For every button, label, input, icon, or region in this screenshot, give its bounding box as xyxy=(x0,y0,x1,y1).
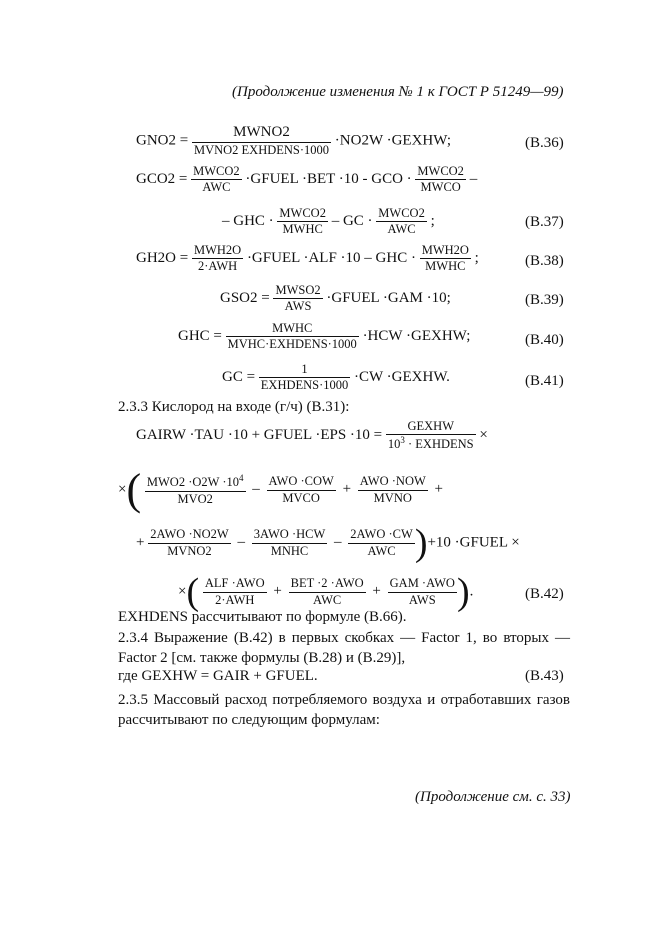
paragraph-gexhw: где GEXHW = GAIR + GFUEL. xyxy=(118,668,318,684)
equation-b40: GHC = $\frac{\text{MWHC}}{\text{MVHC·EXHDENS·1000}}$ ·HCW ·GEXHW; xyxy=(178,321,471,352)
right-parenthesis: ) xyxy=(414,522,428,564)
equation-b38: GH2O = $\frac{\text{MWH2O}}{\text{2·AWH}}$ ·GFUEL ·ALF ·10 – GHC · $\frac{\text{MWH2O}}{\text{MWHC}}$ ; xyxy=(136,243,479,274)
fraction: $\frac{\text{MWNO2}}{\text{MVNO2 EXHDENS·1000}}$ xyxy=(193,124,330,157)
equation-number: (В.40) xyxy=(525,332,564,348)
left-parenthesis: ( xyxy=(126,465,142,514)
equation-number: (В.38) xyxy=(525,253,564,269)
fraction: $\frac{MWO2 \cdot O2W \cdot 10^4}{\text{MVO2}}$ xyxy=(146,473,244,506)
section-2-3-3: 2.3.3 Кислород на входе (г/ч) (В.31): xyxy=(118,399,350,415)
equation-number: (В.39) xyxy=(525,292,564,308)
fraction: $\frac{\text{MWCO2}}{\text{MWHC}}$ xyxy=(279,206,326,237)
equation-number: (В.36) xyxy=(525,135,564,151)
paragraph-2-3-4: 2.3.4 Выражение (В.42) в первых скобках — Factor 1, во вторых — Factor 2 [см. также формулы (В.28) и (В.29)], xyxy=(118,630,570,666)
paragraph-exhdens: EXHDENS рассчитывают по формуле (В.66). xyxy=(118,609,407,625)
fraction: $\frac{\text{GEXHW}}{10^3 \cdot EXHDENS}$ xyxy=(387,419,474,452)
fraction: $\frac{\text{MWSO2}}{\text{AWS}}$ xyxy=(275,283,321,314)
fraction: $\frac{\text{ALF ·AWO}}{\text{2·AWH}}$ xyxy=(204,576,265,607)
equation-b37-line2: – GHC · $\frac{\text{MWCO2}}{\text{MWHC}}$ – GC · $\frac{\text{MWCO2}}{\text{AWC}}$ ; xyxy=(222,206,435,237)
left-parenthesis: ( xyxy=(186,571,200,613)
equation-b36: GNO2 = $\frac{\text{MWNO2}}{\text{MVNO2 EXHDENS·1000}}$ ·NO2W ·GEXHW; xyxy=(136,124,452,157)
equation-number: (В.41) xyxy=(525,373,564,389)
fraction: $\frac{\text{2AWO ·NO2W}}{\text{MVNO2}}$ xyxy=(150,527,229,558)
eq-lhs: GNO2 = xyxy=(136,132,189,149)
fraction: $\frac{\text{MWCO2}}{\text{MWCO}}$ xyxy=(417,164,464,195)
fraction: $\frac{\text{GAM ·AWO}}{\text{AWS}}$ xyxy=(389,576,455,607)
fraction: $\frac{\text{MWH2O}}{\text{2·AWH}}$ xyxy=(193,243,242,274)
fraction: $\frac{\text{BET ·2 ·AWO}}{\text{AWC}}$ xyxy=(290,576,364,607)
equation-b42-line4: ×( $\frac{\text{ALF ·AWO}}{\text{2·AWH}}$ + $\frac{\text{BET ·2 ·AWO}}{\text{AWC}}$ + $\frac{\text{GAM ·AWO}}{\text{AWS}}$ ). xyxy=(178,571,474,613)
fraction: $\frac{1}{\text{EXHDENS·1000}}$ xyxy=(260,362,349,393)
equation-b42-line1: GAIRW ·TAU ·10 + GFUEL ·EPS ·10 = $\frac{\text{GEXHW}}{10^3 \cdot EXHDENS}$ × xyxy=(136,419,488,452)
equation-b39: GSO2 = $\frac{\text{MWSO2}}{\text{AWS}}$ ·GFUEL ·GAM ·10; xyxy=(220,283,451,314)
fraction: $\frac{\text{2AWO ·CW}}{\text{AWC}}$ xyxy=(350,527,413,558)
fraction: $\frac{\text{MWHC}}{\text{MVHC·EXHDENS·1000}}$ xyxy=(227,321,357,352)
page-header: (Продолжение изменения № 1 к ГОСТ Р 51249—99) xyxy=(232,84,564,100)
equation-b37-line1: GCO2 = $\frac{\text{MWCO2}}{\text{AWC}}$ ·GFUEL ·BET ·10 - GCO · $\frac{\text{MWCO2}}{\text{MWCO}}$ – xyxy=(136,164,478,195)
fraction: $\frac{\text{MWCO2}}{\text{AWC}}$ xyxy=(378,206,425,237)
equation-number: (В.37) xyxy=(525,214,564,230)
equation-b41: GC = $\frac{1}{\text{EXHDENS·1000}}$ ·CW ·GEXHW. xyxy=(222,362,450,393)
fraction: $\frac{\text{AWO ·NOW}}{\text{MVNO}}$ xyxy=(359,474,426,505)
equation-b42-line2: ×( $\frac{MWO2 \cdot O2W \cdot 10^4}{\text{MVO2}}$ – $\frac{\text{AWO ·COW}}{\text{MVCO}}$ + $\frac{\text{AWO ·NOW}}{\text{MVNO}}$ + xyxy=(118,465,443,514)
equation-number: (В.43) xyxy=(525,668,564,684)
equation-number: (В.42) xyxy=(525,586,564,602)
page-footer: (Продолжение см. с. 33) xyxy=(415,789,571,805)
fraction: $\frac{\text{AWO ·COW}}{\text{MVCO}}$ xyxy=(268,474,334,505)
equation-b42-line3: + $\frac{\text{2AWO ·NO2W}}{\text{MVNO2}}$ – $\frac{\text{3AWO ·HCW}}{\text{MNHC}}$ – $\frac{\text{2AWO ·CW}}{\text{AWC}}$ )+10 ·GFUEL × xyxy=(136,522,520,564)
right-parenthesis: ) xyxy=(456,571,470,613)
fraction: $\frac{\text{MWH2O}}{\text{MWHC}}$ xyxy=(421,243,469,274)
fraction: $\frac{\text{3AWO ·HCW}}{\text{MNHC}}$ xyxy=(253,527,326,558)
paragraph-2-3-5: 2.3.5 Массовый расход потребляемого воздуха и отработавших газов рассчитывают по следующим формулам: xyxy=(118,692,570,728)
fraction: $\frac{\text{MWCO2}}{\text{AWC}}$ xyxy=(193,164,240,195)
